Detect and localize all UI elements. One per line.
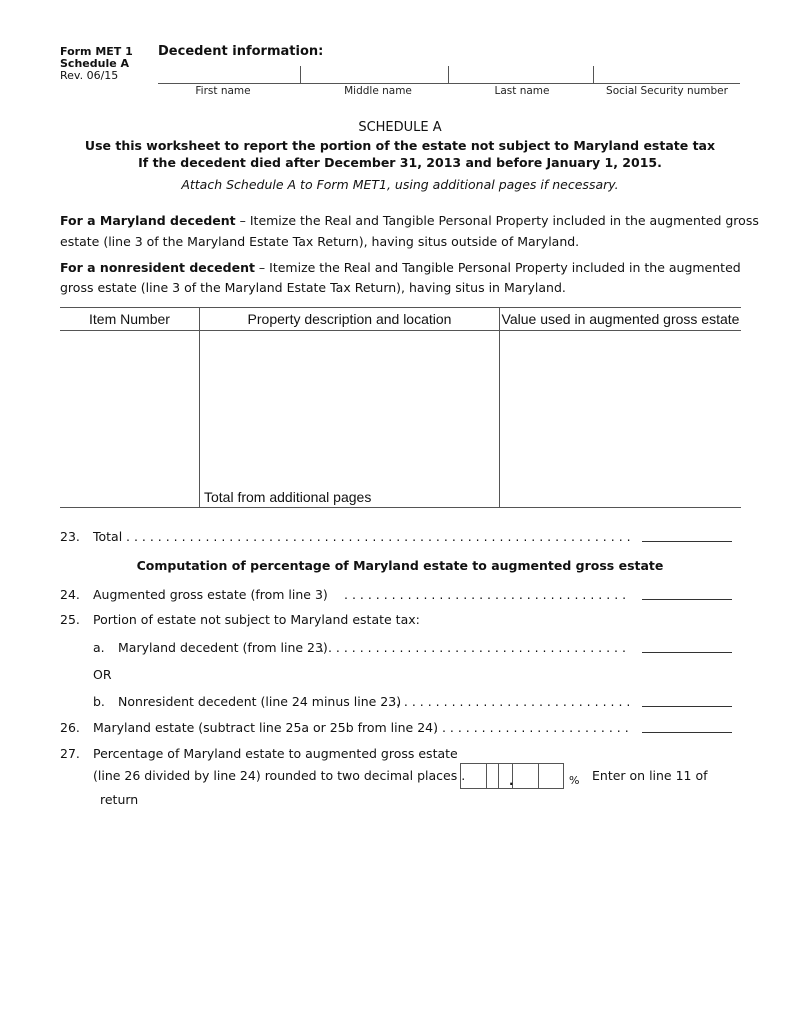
- dot-leader: [388, 694, 631, 709]
- col-value: Value used in augmented gross estate: [501, 311, 740, 327]
- nr-text: – Itemize the Real and Tangible Personal Property included in the augmented: [254, 260, 741, 275]
- col-item-number: Item Number: [89, 311, 170, 327]
- dot-leader: [320, 640, 631, 655]
- dot-leader: [434, 720, 631, 735]
- first-name-label: First name: [195, 85, 251, 97]
- or-label: OR: [93, 667, 112, 682]
- line-26-number: 26.: [60, 720, 80, 735]
- line-25a-letter: a.: [93, 640, 105, 655]
- divider: [448, 66, 449, 83]
- middle-name-label: Middle name: [344, 85, 412, 97]
- revision: Rev. 06/15: [60, 69, 119, 82]
- item-number-cell[interactable]: [60, 331, 199, 506]
- line-26-input[interactable]: [642, 732, 732, 733]
- last-name-field[interactable]: [449, 66, 592, 83]
- property-description-cell[interactable]: [200, 331, 499, 486]
- return-label: return: [100, 792, 139, 807]
- md-instruction-2: estate (line 3 of the Maryland Estate Tax Return), having situs outside of Maryland.: [60, 234, 580, 249]
- md-bold: For a Maryland decedent: [60, 213, 236, 228]
- line-23-label: Total: [93, 529, 123, 544]
- percent-digit-box-4[interactable]: [538, 763, 564, 789]
- schedule-title: SCHEDULE A: [358, 120, 442, 135]
- decedent-fields-line: [158, 83, 740, 84]
- line-25b-label: Nonresident decedent (line 24 minus line 23): [118, 694, 402, 709]
- line-27-number: 27.: [60, 746, 80, 761]
- md-text: – Itemize the Real and Tangible Personal Property included in the augmented gross: [235, 213, 759, 228]
- md-instruction-1: [60, 213, 759, 228]
- nr-instruction-2: gross estate (line 3 of the Maryland Estate Tax Return), having situs in Maryland.: [60, 280, 566, 295]
- title-line-2: If the decedent died after December 31, 2013 and before January 1, 2015.: [138, 155, 662, 170]
- first-name-field[interactable]: [158, 66, 299, 83]
- middle-name-field[interactable]: [301, 66, 447, 83]
- nr-instruction-1: [60, 260, 741, 275]
- line-27-label-2: (line 26 divided by line 24) rounded to two decimal places .: [93, 768, 466, 783]
- line-25-label: Portion of estate not subject to Maryland estate tax:: [93, 612, 420, 627]
- line-25b-input[interactable]: [642, 706, 732, 707]
- divider: [593, 66, 594, 83]
- decimal-point: .: [509, 774, 514, 788]
- line-23-number: 23.: [60, 529, 80, 544]
- line-25a-label: Maryland decedent (from line 23): [118, 640, 328, 655]
- dot-leader: [126, 529, 631, 544]
- nr-bold: For a nonresident decedent: [60, 260, 255, 275]
- enter-on-line-11: Enter on line 11 of: [592, 768, 708, 783]
- col-property-description: Property description and location: [247, 311, 452, 327]
- ssn-field[interactable]: [594, 66, 740, 83]
- line-25-number: 25.: [60, 612, 80, 627]
- line-24-input[interactable]: [642, 599, 732, 600]
- line-24-label: Augmented gross estate (from line 3): [93, 587, 328, 602]
- line-25a-input[interactable]: [642, 652, 732, 653]
- table-top: [60, 307, 741, 308]
- dot-leader: [344, 587, 631, 602]
- divider: [300, 66, 301, 83]
- percent-sign: %: [569, 774, 580, 787]
- form-id: Form MET 1: [60, 45, 133, 58]
- last-name-label: Last name: [494, 85, 550, 97]
- schedule-label: Schedule A: [60, 57, 130, 70]
- line-25b-letter: b.: [93, 694, 105, 709]
- ssn-label: Social Security number: [606, 85, 728, 97]
- computation-heading: Computation of percentage of Maryland estate to augmented gross estate: [136, 558, 664, 573]
- total-additional-pages: Total from additional pages: [204, 489, 372, 505]
- line-26-label: Maryland estate (subtract line 25a or 25b from line 24): [93, 720, 438, 735]
- decedent-info-title: Decedent information:: [158, 44, 324, 59]
- title-line-1: Use this worksheet to report the portion of the estate not subject to Maryland estate tax: [84, 138, 716, 153]
- line-24-number: 24.: [60, 587, 80, 602]
- percent-digit-box-3[interactable]: [512, 763, 539, 789]
- table-bottom: [60, 507, 741, 508]
- value-cell[interactable]: [500, 331, 741, 506]
- attach-note: Attach Schedule A to Form MET1, using additional pages if necessary.: [181, 177, 619, 192]
- line-23-input[interactable]: [642, 541, 732, 542]
- line-27-label: Percentage of Maryland estate to augmented gross estate: [93, 746, 458, 761]
